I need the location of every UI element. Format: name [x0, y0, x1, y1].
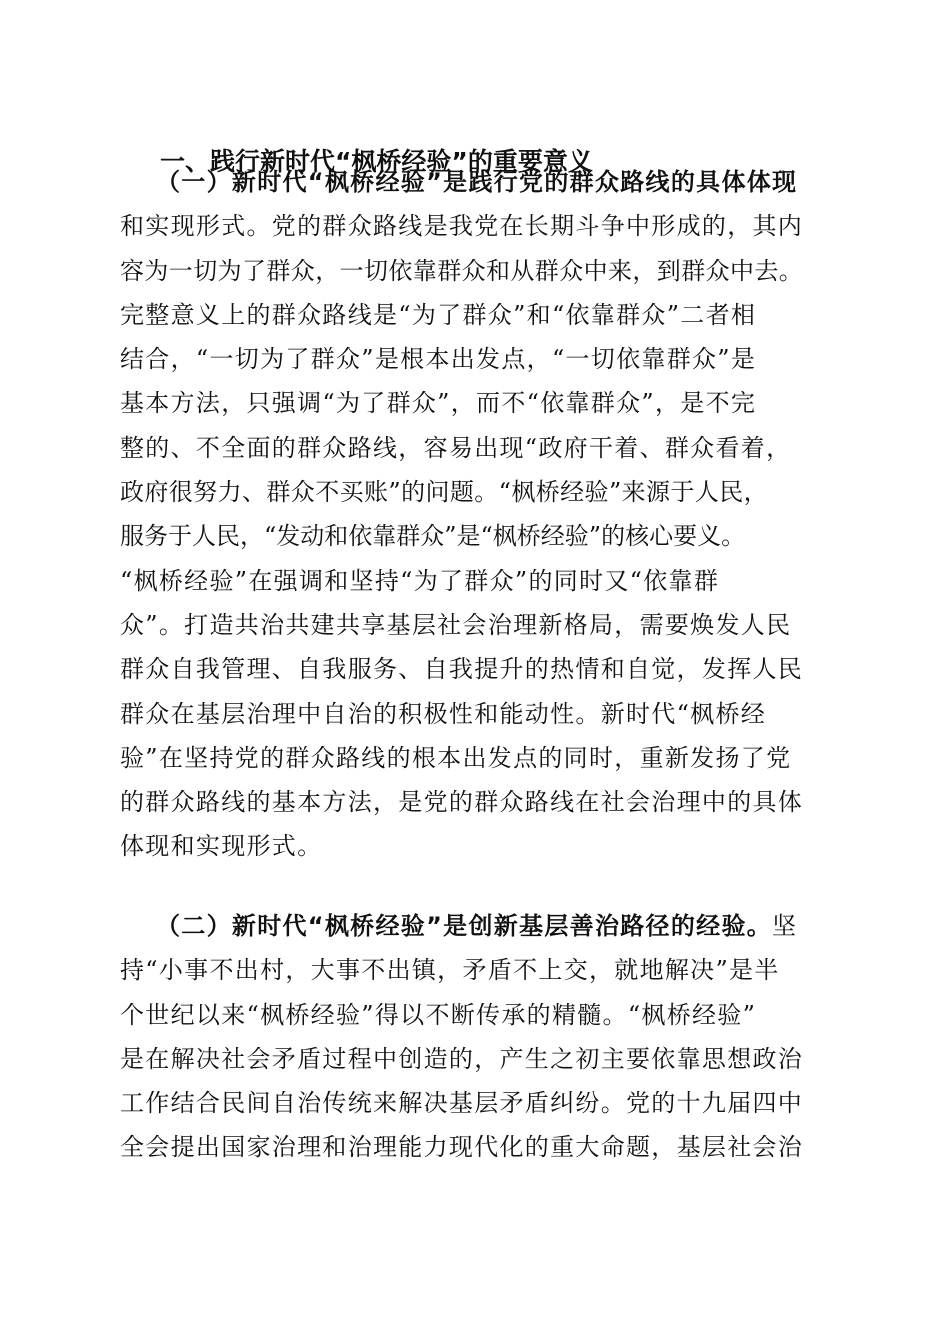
paragraph-line: 服务于人民，“发动和依靠群众”是“枫桥经验”的核心要义。 — [120, 522, 746, 551]
paragraph-line: 政府很努力、群众不买账”的问题。“枫桥经验”来源于人民， — [120, 478, 769, 507]
paragraph-2 — [120, 904, 840, 1170]
paragraph-line: 工作结合民间自治传统来解决基层矛盾纠纷。党的十九届四中 — [120, 1089, 804, 1118]
paragraph-line: 众”。打造共治共建共享基层社会治理新格局，需要焕发人民 — [120, 610, 792, 639]
paragraph-line: 是在解决社会矛盾过程中创造的，产生之初主要依靠思想政治 — [120, 1044, 804, 1073]
paragraph-line: 全会提出国家治理和治理能力现代化的重大命题，基层社会治 — [120, 1133, 804, 1162]
paragraph-lead: （一）新时代“枫桥经验”是践行党的群众路线的具体体现 — [156, 168, 798, 196]
paragraph-line: 群众在基层治理中自治的积极性和能动性。新时代“枫桥经 — [120, 699, 767, 728]
paragraph-line: 验”在坚持党的群众路线的根本出发点的同时，重新发扬了党 — [120, 743, 792, 772]
paragraph-line: 整的、不全面的群众路线，容易出现“政府干着、群众看着， — [120, 433, 792, 462]
paragraph-line: 和实现形式。党的群众路线是我党在长期斗争中形成的，其内 — [120, 212, 804, 241]
paragraph-line: 结合，“一切为了群众”是根本出发点，“一切依靠群众”是 — [120, 345, 757, 374]
paragraph-lead: （二）新时代“枫桥经验”是创新基层善治路径的经验。 — [156, 912, 773, 940]
paragraph-line: 个世纪以来“枫桥经验”得以不断传承的精髓。“枫桥经验” — [120, 1000, 757, 1029]
paragraph-line: 持“小事不出村，大事不出镇，矛盾不上交，就地解决”是半 — [120, 956, 780, 985]
paragraph-line — [120, 904, 840, 948]
paragraph-line: 容为一切为了群众，一切依靠群众和从群众中来，到群众中去。 — [120, 256, 804, 285]
paragraph-line-tail: 坚 — [772, 912, 798, 940]
paragraph-line: 完整意义上的群众路线是“为了群众”和“依靠群众”二者相 — [120, 300, 757, 329]
section-heading: 一、践行新时代“枫桥经验”的重要意义 — [160, 147, 593, 176]
paragraph-line — [120, 160, 840, 204]
paragraph-line: 的群众路线的基本方法，是党的群众路线在社会治理中的具体 — [120, 788, 804, 817]
paragraph-line: 群众自我管理、自我服务、自我提升的热情和自觉，发挥人民 — [120, 655, 804, 684]
paragraph-line: 基本方法，只强调“为了群众”，而不“依靠群众”，是不完 — [120, 389, 757, 418]
paragraph-line: “枫桥经验”在强调和坚持“为了群众”的同时又“依靠群 — [120, 566, 720, 595]
paragraph-line: 体现和实现形式。 — [120, 832, 323, 861]
paragraph-1 — [120, 160, 840, 869]
